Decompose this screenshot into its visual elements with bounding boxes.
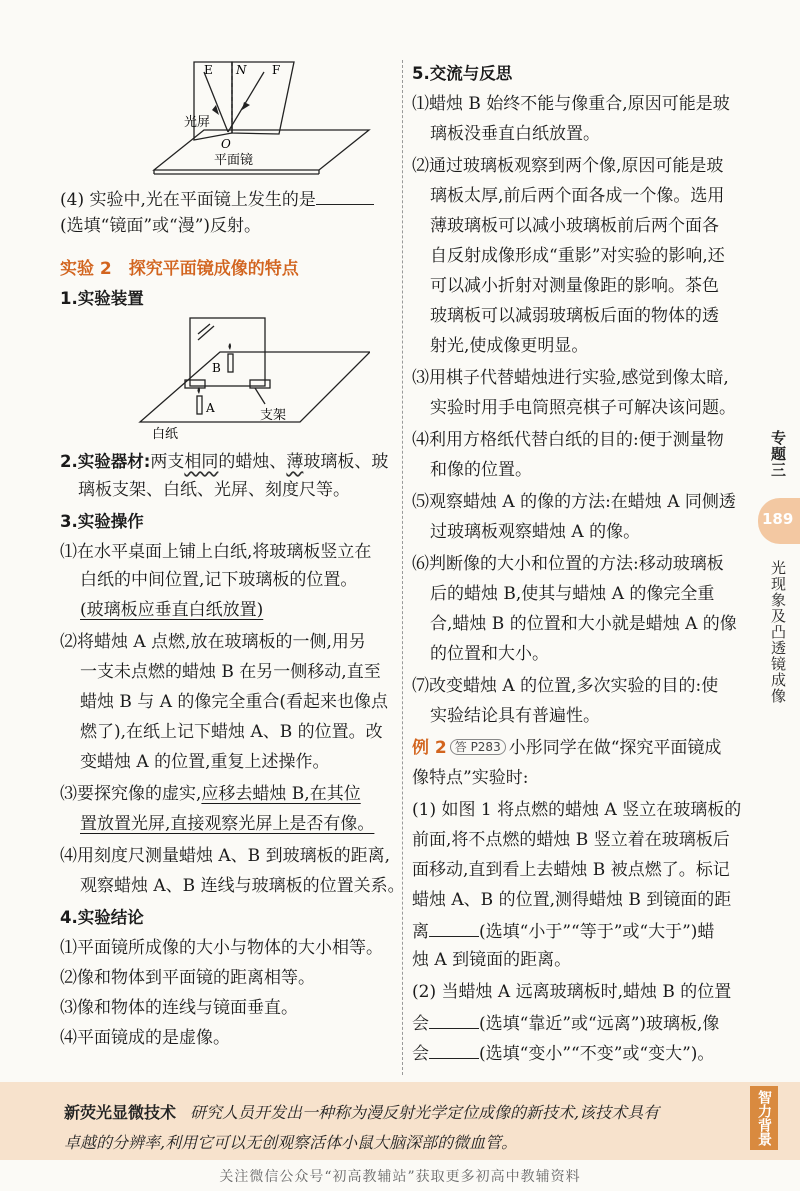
- section5-heading: 5.交流与反思: [412, 64, 513, 83]
- chapter-label: 光现象及凸透镜成像: [769, 560, 787, 704]
- topic-label: 专题三: [769, 430, 787, 478]
- ex-q1-line5: 离 (选填“小于”“等于”或“大于”)蜡: [412, 918, 714, 944]
- ex-q2-line1: (2) 当蜡烛 A 远离玻璃板时,蜡烛 B 的位置: [412, 982, 732, 1002]
- label-b: B: [212, 361, 221, 375]
- example2-line1: 例 2 答 P283 小彤同学在做“探究平面镜成: [412, 738, 722, 758]
- ex-q1-line1: (1) 如图 1 将点燃的蜡烛 A 竖立在玻璃板的: [412, 800, 742, 820]
- section1-heading: 1.实验装置: [60, 289, 144, 308]
- op4-line2: 观察蜡烛 A、B 连线与玻璃板的位置关系。: [80, 876, 405, 896]
- section4-heading: 4.实验结论: [60, 908, 144, 927]
- r7-line2: 实验结论具有普遍性。: [430, 706, 600, 726]
- r2-line7: 射光,使成像更明显。: [430, 336, 589, 356]
- r4-line2: 和像的位置。: [430, 460, 532, 480]
- section3-heading: 3.实验操作: [60, 512, 144, 531]
- r2-line2: 璃板太厚,前后两个面各成一个像。选用: [430, 186, 725, 206]
- reflection-diagram: [144, 60, 374, 180]
- ex-q2-line2: 会 (选填“靠近”或“远离”)玻璃板,像: [412, 1010, 719, 1036]
- label-mirror: 平面镜: [214, 153, 254, 168]
- equipment-line1: 2.实验器材:两支相同的蜡烛、薄玻璃板、玻: [60, 452, 389, 472]
- footer-line1: 新荧光显微技术 研究人员开发出一种称为漫反射光学定位成像的新技术,该技术具有: [64, 1103, 660, 1122]
- answer-page-badge: 答 P283: [450, 739, 506, 755]
- ex-q1-line6: 烛 A 到镜面的距离。: [412, 950, 572, 970]
- op2-line5: 变蜡烛 A 的位置,重复上述操作。: [80, 752, 330, 772]
- r2-line1: ⑵通过玻璃板观察到两个像,原因可能是玻: [412, 156, 724, 176]
- op2-line4: 燃了),在纸上记下蜡烛 A、B 的位置。改: [80, 722, 383, 742]
- footer-title: 新荧光显微技术: [64, 1103, 177, 1122]
- ex-q1-line2: 前面,将不点燃的蜡烛 B 竖立着在玻璃板后: [412, 830, 730, 850]
- watermark: 关注微信公众号“初高教辅站”获取更多初高中教辅资料: [219, 1169, 581, 1185]
- footer-tag: 智力背景: [750, 1086, 778, 1150]
- r6-line1: ⑹判断像的大小和位置的方法:移动玻璃板: [412, 554, 724, 574]
- answer-blank-1[interactable]: [429, 918, 479, 937]
- r4-line1: ⑷利用方格纸代替白纸的目的:便于测量物: [412, 430, 724, 450]
- q4-line1: (4) 实验中,光在平面镜上发生的是: [60, 186, 374, 212]
- footer-line2: 卓越的分辨率,利用它可以无创观察活体小鼠大脑深部的微血管。: [64, 1133, 518, 1152]
- op3-line2: 置放置光屏,直接观察光屏上是否有像。: [80, 814, 375, 834]
- r5-line1: ⑸观察蜡烛 A 的像的方法:在蜡烛 A 同侧透: [412, 492, 736, 512]
- op1-line3: (玻璃板应垂直白纸放置): [80, 600, 264, 620]
- label-f: F: [272, 63, 281, 77]
- ex-q2-line3: 会 (选填“变小”“不变”或“变大”)。: [412, 1040, 714, 1066]
- r3-line1: ⑶用棋子代替蜡烛进行实验,感觉到像太暗,: [412, 368, 729, 388]
- op4-line1: ⑷用刻度尺测量蜡烛 A、B 到玻璃板的距离,: [60, 846, 390, 866]
- experiment2-title: 实验 2 探究平面镜成像的特点: [60, 259, 299, 279]
- label-o: O: [221, 137, 231, 151]
- conclusion-4: ⑷平面镜成的是虚像。: [60, 1028, 230, 1048]
- answer-blank-2[interactable]: [429, 1010, 479, 1029]
- equipment-line2: 璃板支架、白纸、光屏、刻度尺等。: [78, 480, 350, 500]
- op2-line1: ⑵将蜡烛 A 点燃,放在玻璃板的一侧,用另: [60, 632, 366, 652]
- footer-panel: [0, 1082, 800, 1160]
- label-paper: 白纸: [152, 427, 179, 442]
- op1-line1: ⑴在水平桌面上铺上白纸,将玻璃板竖立在: [60, 542, 372, 562]
- answer-blank-3[interactable]: [429, 1040, 479, 1059]
- op1-line2: 白纸的中间位置,记下玻璃板的位置。: [80, 570, 358, 590]
- r5-line2: 过玻璃板观察蜡烛 A 的像。: [430, 522, 641, 542]
- label-e: E: [204, 63, 213, 77]
- label-stand: 支架: [260, 408, 287, 423]
- op2-line2: 一支未点燃的蜡烛 B 在另一侧移动,直至: [80, 662, 381, 682]
- chapter-sidebar: [758, 430, 800, 770]
- r6-line4: 的位置和大小。: [430, 644, 549, 664]
- r2-line4: 自反射成像形成“重影”对实验的影响,还: [430, 246, 725, 266]
- mirror-setup-diagram: [130, 312, 370, 444]
- example-label: 例 2: [412, 738, 447, 758]
- ex-q1-line3: 面移动,直到看上去蜡烛 B 被点燃了。标记: [412, 860, 730, 880]
- conclusion-1: ⑴平面镜所成像的大小与物体的大小相等。: [60, 938, 383, 958]
- r2-line3: 薄玻璃板可以减小玻璃板前后两个面各: [430, 216, 719, 236]
- label-n: N: [236, 63, 247, 77]
- r1-line2: 璃板没垂直白纸放置。: [430, 124, 600, 144]
- r3-line2: 实验时用手电筒照亮棋子可解决该问题。: [430, 398, 736, 418]
- conclusion-2: ⑵像和物体到平面镜的距离相等。: [60, 968, 315, 988]
- r1-line1: ⑴蜡烛 B 始终不能与像重合,原因可能是玻: [412, 94, 730, 114]
- r6-line2: 后的蜡烛 B,使其与蜡烛 A 的像完全重: [430, 584, 715, 604]
- example2-line2: 像特点”实验时:: [412, 768, 529, 788]
- r7-line1: ⑺改变蜡烛 A 的位置,多次实验的目的:使: [412, 676, 719, 696]
- r6-line3: 合,蜡烛 B 的位置和大小就是蜡烛 A 的像: [430, 614, 737, 634]
- label-a: A: [206, 401, 215, 415]
- q4-line2: (选填“镜面”或“漫”)反射。: [60, 216, 262, 236]
- r2-line5: 可以减小折射对测量像距的影响。茶色: [430, 276, 719, 296]
- op3-line1: ⑶要探究像的虚实,应移去蜡烛 B,在其位: [60, 784, 361, 804]
- ex-q1-line4: 蜡烛 A、B 的位置,测得蜡烛 B 到镜面的距: [412, 890, 732, 910]
- conclusion-3: ⑶像和物体的连线与镜面垂直。: [60, 998, 298, 1018]
- page-number: 189: [762, 510, 794, 528]
- label-screen: 光屏: [184, 115, 211, 130]
- r2-line6: 玻璃板可以减弱玻璃板后面的物体的透: [430, 306, 719, 326]
- op2-line3: 蜡烛 B 与 A 的像完全重合(看起来也像点: [80, 692, 389, 712]
- column-divider: [402, 60, 403, 1075]
